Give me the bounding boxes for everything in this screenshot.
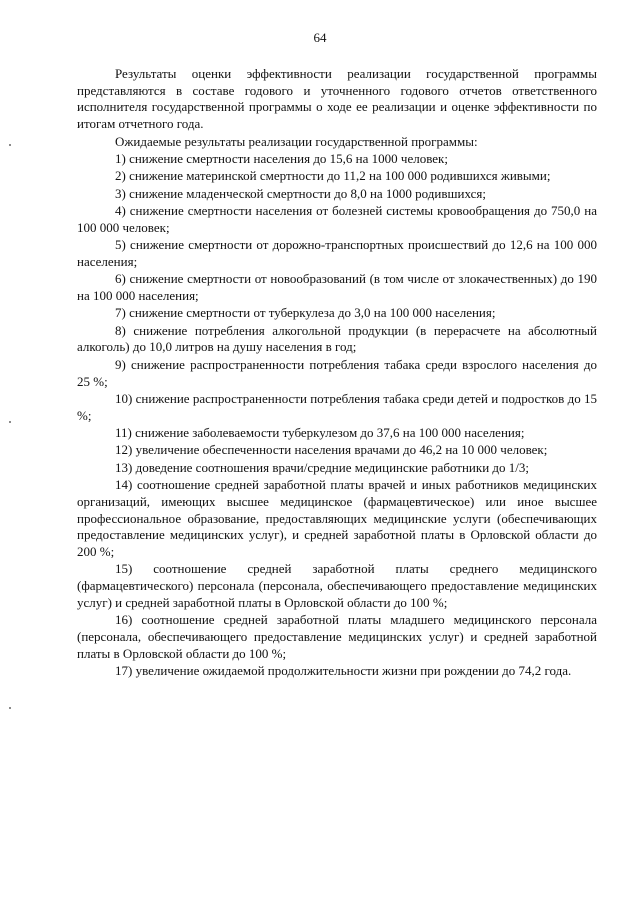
page-number: 64: [313, 30, 327, 45]
intro-paragraph: Результаты оценки эффективности реализации государственной программы представляются в составе годового и уточненного годового отчетов ответственного исполнителя государственной программы о ходе ее реализации и оценке эффективности по итогам отчетного года.: [77, 66, 597, 132]
results-heading: Ожидаемые результаты реализации государственной программы:: [115, 133, 478, 149]
document-body: [77, 66, 597, 680]
result-item-13: 13) доведение соотношения врачи/средние медицинские работники до 1/3;: [115, 459, 529, 475]
scan-speck: [9, 144, 11, 146]
result-item-12: 12) увеличение обеспеченности населения врачами до 46,2 на 10 000 человек;: [115, 442, 548, 458]
result-item-5: 5) снижение смертности от дорожно-транспортных происшествий до 12,6 на 100 000 населения;: [77, 237, 597, 269]
scan-speck: [9, 707, 11, 709]
result-item-4: 4) снижение смертности населения от болезней системы кровообращения до 750,0 на 100 000 человек;: [77, 203, 597, 235]
result-item-3: 3) снижение младенческой смертности до 8,0 на 1000 родившихся;: [115, 185, 486, 201]
result-item-8: 8) снижение потребления алкогольной продукции (в перерасчете на абсолютный алкоголь) до 10,0 литров на душу населения в год;: [77, 322, 597, 355]
result-item-14: 14) соотношение средней заработной платы врачей и иных работников медицинских организаций, имеющих высшее медицинское (фармацевтическое) или иное высшее профессиональное образование, предоставляющих медицинские услуги (обеспечивающих предоставление медицинских услуг), и средней заработной платы в Орловской области до 200 %;: [77, 477, 597, 559]
result-item-17: 17) увеличение ожидаемой продолжительности жизни при рождении до 74,2 года.: [115, 662, 572, 678]
result-item-7: 7) снижение смертности от туберкулеза до 3,0 на 100 000 населения;: [115, 305, 496, 321]
result-item-11: 11) снижение заболеваемости туберкулезом до 37,6 на 100 000 населения;: [115, 425, 525, 441]
result-item-2: 2) снижение материнской смертности до 11,2 на 100 000 родившихся живыми;: [115, 168, 551, 184]
scan-speck: [9, 421, 11, 423]
result-item-16: 16) соотношение средней заработной платы младшего медицинского персонала (персонала, обеспечивающего предоставление медицинских услуг) и средней заработной платы в Орловской области до 100 %;: [77, 612, 597, 661]
result-item-15: 15) соотношение средней заработной платы среднего медицинского (фармацевтического) персонала (персонала, обеспечивающего предоставление медицинских услуг) и средней заработной платы в Орловской области до 100 %;: [77, 561, 597, 610]
result-item-9: 9) снижение распространенности потребления табака среди взрослого населения до 25 %;: [77, 356, 597, 389]
result-item-1: 1) снижение смертности населения до 15,6 на 1000 человек;: [115, 150, 448, 166]
result-item-6: 6) снижение смертности от новообразований (в том числе от злокачественных) до 190 на 100 000 населения;: [77, 271, 597, 303]
result-item-10: 10) снижение распространенности потребления табака среди детей и подростков до 15 %;: [77, 390, 597, 423]
